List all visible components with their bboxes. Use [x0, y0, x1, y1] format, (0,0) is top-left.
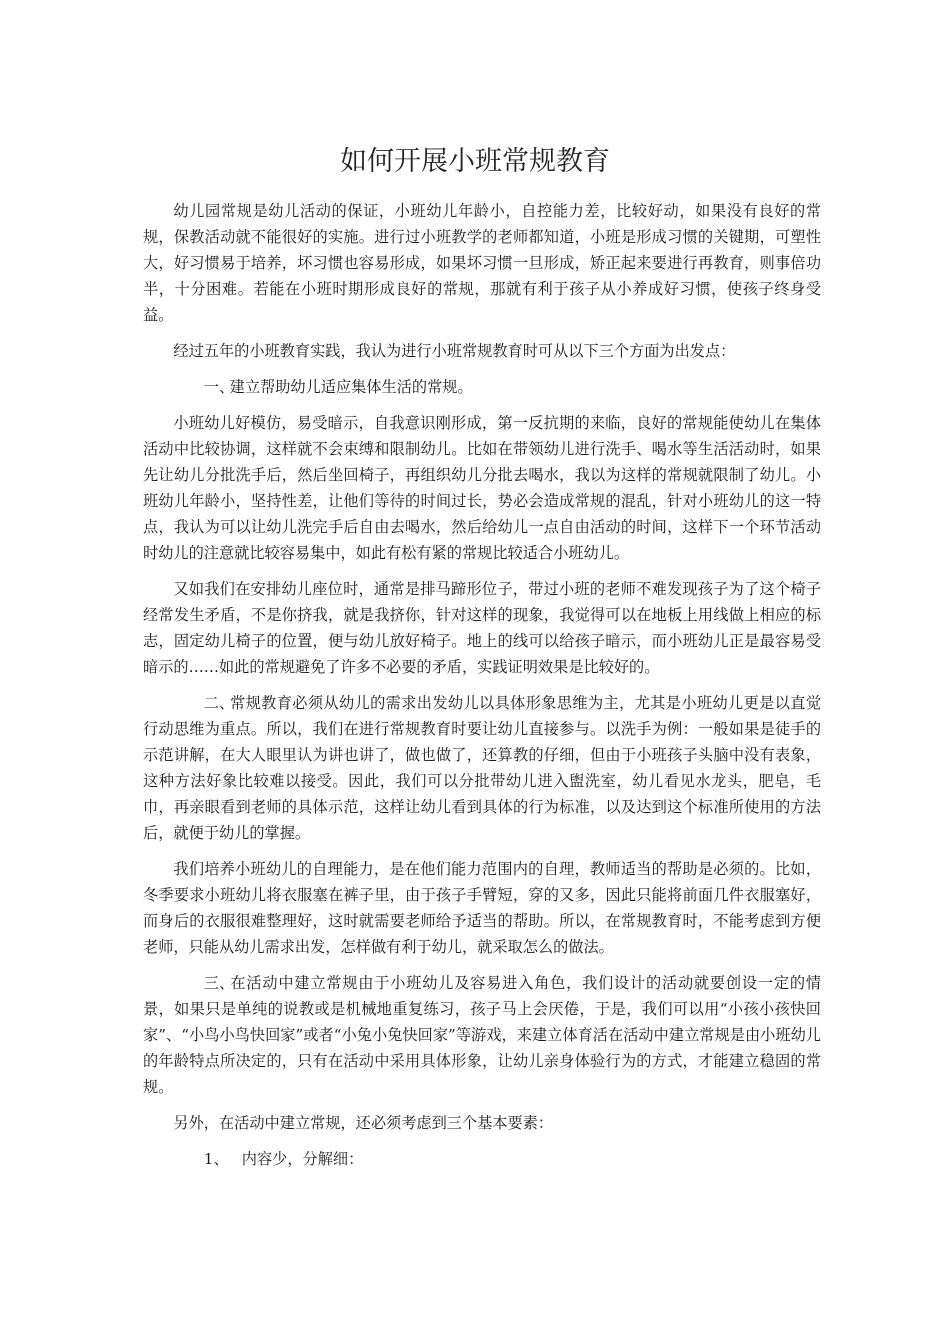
section-3-paragraph: 另外，在活动中建立常规，还必须考虑到三个基本要素： — [173, 1114, 554, 1132]
section-1-heading — [143, 374, 821, 400]
section-3-number: 三、 — [203, 974, 235, 992]
section-1-number: 一、 — [203, 378, 235, 396]
section-3-heading-text: 在活动中建立常规由于小班幼儿及容易进入角色，我们设计的活动就要创设一定的情景，如果只是单纯的说教或是机械地重复练习，孩子马上会厌倦，于是，我们可以用“小孩小孩快回家”、“小鸟小鸟快回家”或者“小兔小兔快回家”等游戏，来建立体育活在活动中建立常规是由小班幼儿的年龄特点所决定的，只有在活动中采用具体形象，让幼儿亲身体验行为的方式，才能建立稳固的常规。 — [143, 974, 821, 1096]
section-3-heading — [143, 970, 821, 1100]
section-1-heading-text: 建立帮助幼儿适应集体生活的常规。 — [229, 378, 473, 396]
section-2-heading — [143, 690, 821, 846]
section-2-number: 二、 — [203, 694, 235, 712]
section-1-paragraph: 小班幼儿好模仿，易受暗示，自我意识刚形成，第一反抗期的来临，良好的常规能使幼儿在集体活动中比较协调，这样就不会束缚和限制幼儿。比如在带领幼儿进行洗手、喝水等生活活动时，如果先让幼儿分批洗手后，然后坐回椅子，再组织幼儿分批去喝水，我以为这样的常规就限制了幼儿。小班幼儿年龄小，坚持性差，让他们等待的时间过长，势必会造成常规的混乱，针对小班幼儿的这一特点，我认为可以让幼儿洗完手后自由去喝水，然后给幼儿一点自由活动的时间，这样下一个环节活动时幼儿的注意就比较容易集中，如此有松有紧的常规比较适合小班幼儿。 — [143, 414, 821, 562]
section-1-paragraph: 又如我们在安排幼儿座位时，通常是排马蹄形位子，带过小班的老师不难发现孩子为了这个椅子经常发生矛盾，不是你挤我，就是我挤你，针对这样的现象，我觉得可以在地板上用线做上相应的标志，固定幼儿椅子的位置，便与幼儿放好椅子。地上的线可以给孩子暗示，而小班幼儿正是最容易受暗示的……如此的常规避免了许多不必要的矛盾，实践证明效果是比较好的。 — [143, 580, 821, 676]
document-body — [143, 198, 821, 1182]
list-item-text: 内容少，分解细： — [241, 1150, 364, 1168]
paragraph-overview: 经过五年的小班教育实践，我认为进行小班常规教育时可从以下三个方面为出发点： — [173, 342, 736, 360]
section-2-heading-text: 常规教育必须从幼儿的需求出发幼儿以具体形象思维为主，尤其是小班幼儿更是以直觉行动思维为重点。所以，我们在进行常规教育时要让幼儿直接参与。以洗手为例：一般如果是徒手的示范讲解，在大人眼里认为讲也讲了，做也做了，还算教的仔细，但由于小班孩子头脑中没有表象，这种方法好象比较难以接受。因此，我们可以分批带幼儿进入盥洗室，幼儿看见水龙头，肥皂，毛巾，再亲眼看到老师的具体示范，这样让幼儿看到具体的行为标准，以及达到这个标准所使用的方法后，就便于幼儿的掌握。 — [143, 694, 821, 842]
list-item — [143, 1146, 821, 1172]
list-item-number: 1、 — [203, 1150, 229, 1168]
section-2-paragraph: 我们培养小班幼儿的自理能力，是在他们能力范围内的自理，教师适当的帮助是必须的。比如，冬季要求小班幼儿将衣服塞在裤子里，由于孩子手臂短，穿的又多，因此只能将前面几件衣服塞好，而身后的衣服很难整理好，这时就需要老师给予适当的帮助。所以，在常规教育时，不能考虑到方便老师，只能从幼儿需求出发，怎样做有利于幼儿，就采取怎么的做法。 — [143, 860, 821, 956]
paragraph-intro: 幼儿园常规是幼儿活动的保证，小班幼儿年龄小，自控能力差，比较好动，如果没有良好的常规，保教活动就不能很好的实施。进行过小班教学的老师都知道，小班是形成习惯的关键期，可塑性大，好习惯易于培养，坏习惯也容易形成，如果坏习惯一旦形成，矫正起来要进行再教育，则事倍功半，十分困难。若能在小班时期形成良好的常规，那就有利于孩子从小养成好习惯，使孩子终身受益。 — [143, 202, 821, 324]
document-title: 如何开展小班常规教育 — [340, 146, 610, 177]
